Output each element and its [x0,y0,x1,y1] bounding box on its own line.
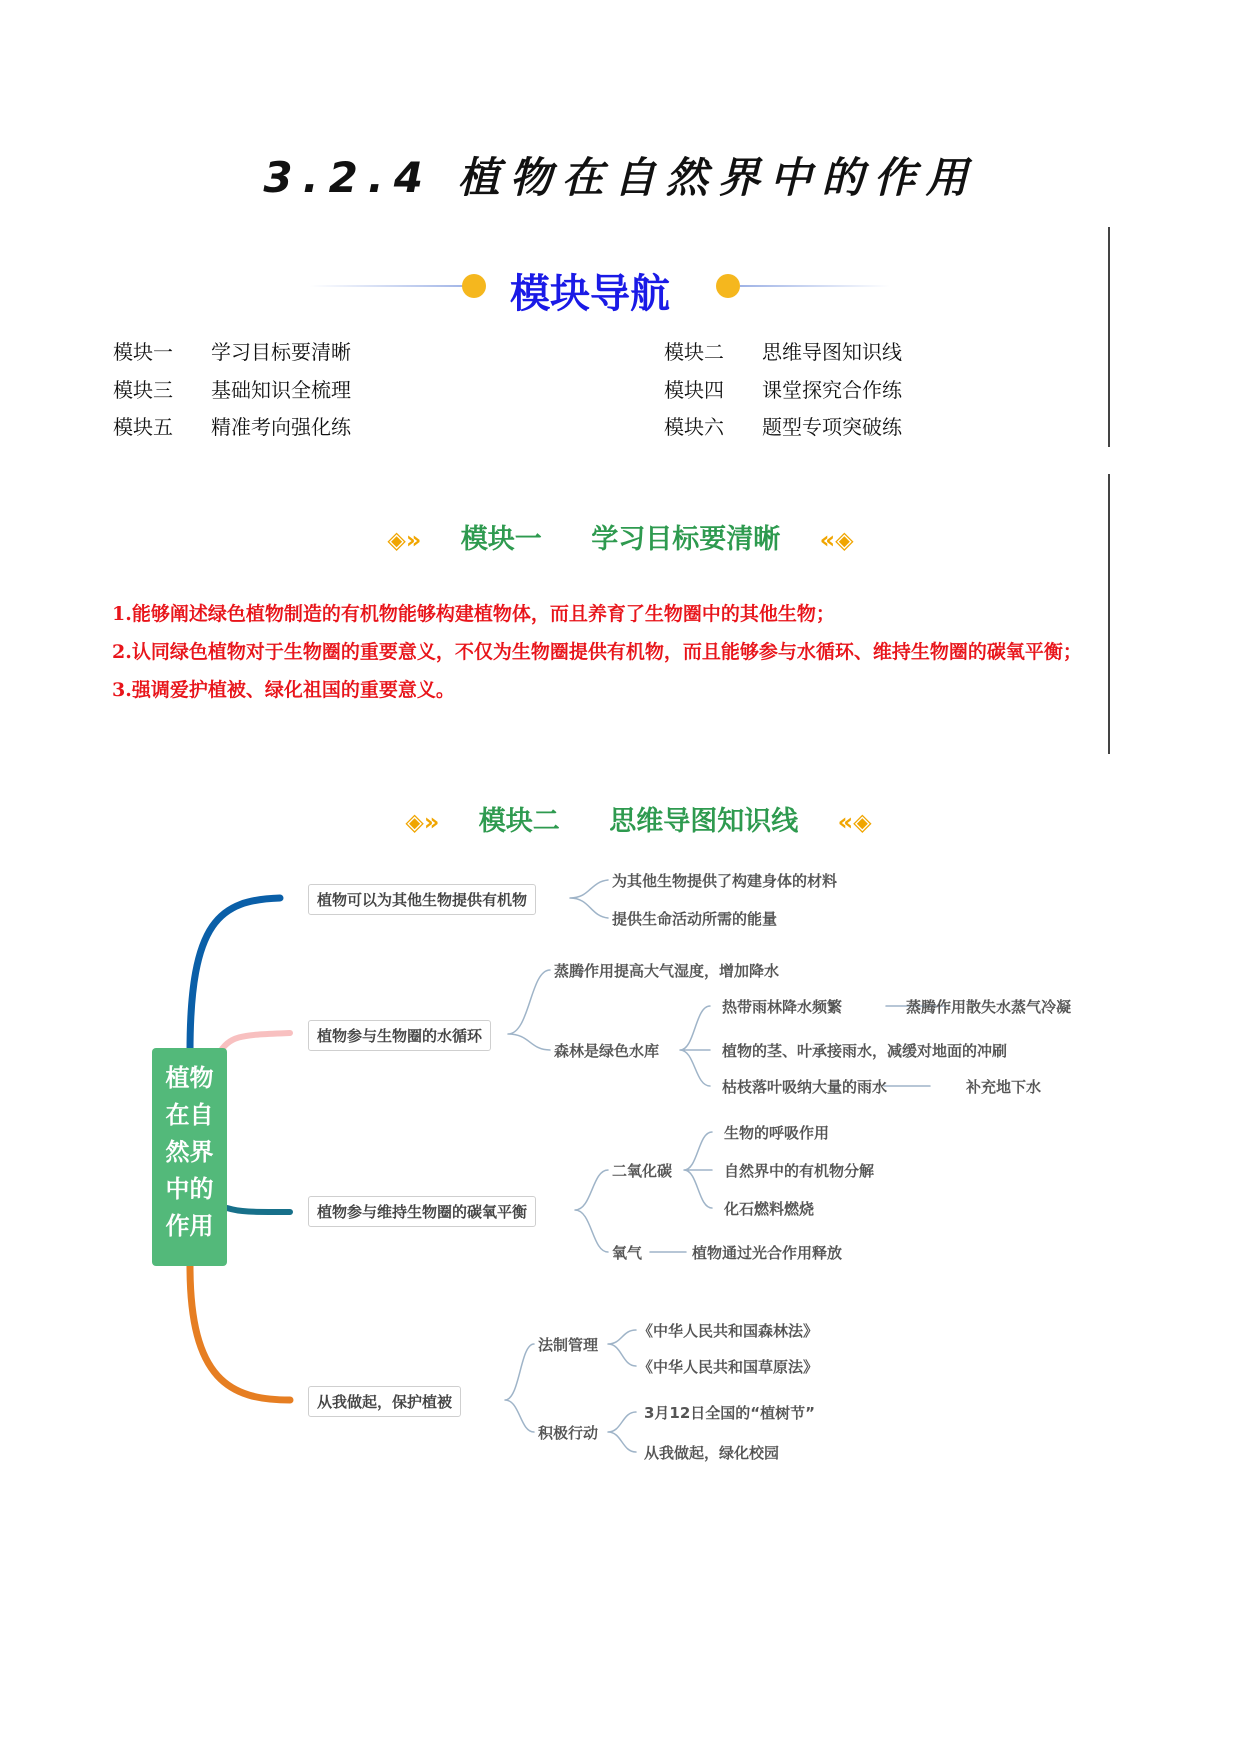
diamond-arrow-icon: «◈ [819,526,854,554]
divider [310,285,470,287]
branch-node: 植物参与生物圈的水循环 [308,1020,491,1051]
connector [505,1344,534,1432]
leaf-node: 《中华人民共和国草原法》 [638,1358,819,1376]
leaf-node: 从我做起，绿化校园 [644,1444,780,1462]
leaf-node: 森林是绿色水库 [554,1042,660,1060]
leaf-node: 植物的茎、叶承接雨水，减缓对地面的冲刷 [722,1042,1008,1060]
leaf-node: 热带雨林降水频繁 [722,998,843,1016]
leaf-node: 补充地下水 [966,1078,1042,1096]
connector [684,1132,712,1208]
connector [680,1006,710,1086]
branch-1-connector [190,898,280,1052]
leaf-node: 枯枝落叶吸纳大量的雨水 [722,1078,888,1096]
leaf-node: 提供生命活动所需的能量 [612,910,778,928]
leaf-node: 二氧化碳 [612,1162,673,1180]
nav-title: 模块导航 [510,271,670,317]
connector [608,1412,636,1452]
nav-item[interactable]: 模块四 课堂探究合作练 [664,378,902,402]
branch-4-connector [190,1266,290,1400]
nav-item[interactable]: 模块六 题型专项突破练 [664,415,902,439]
leaf-node: 《中华人民共和国森林法》 [638,1322,819,1340]
page-title: 3.2.4 植物在自然界中的作用 [263,153,978,202]
branch-node: 植物可以为其他生物提供有机物 [308,884,536,915]
leaf-node: 自然界中的有机物分解 [724,1162,875,1180]
bullet-dot-icon [716,274,740,298]
connector [570,880,608,918]
bullet-dot-icon [462,274,486,298]
goal-list [112,595,1122,709]
diamond-arrow-icon: «◈ [837,808,872,836]
module1-heading: ◈» 模块一 学习目标要清晰 «◈ [387,524,854,555]
branch-node: 植物参与维持生物圈的碳氧平衡 [308,1196,536,1227]
connector [608,1330,636,1366]
leaf-node: 蒸腾作用散失水蒸气冷凝 [906,998,1072,1016]
mind-map-root: 植物 在自 然界 中的 作用 [152,1048,227,1266]
leaf-node: 生物的呼吸作用 [724,1124,830,1142]
nav-item[interactable]: 模块二 思维导图知识线 [664,340,902,364]
leaf-node: 化石燃料燃烧 [724,1200,815,1218]
leaf-node: 植物通过光合作用释放 [692,1244,843,1262]
connector [508,970,550,1050]
branch-2-connector [218,1033,290,1055]
leaf-node: 积极行动 [538,1424,599,1442]
goal-item: 1.能够阐述绿色植物制造的有机物能够构建植物体，而且养育了生物圈中的其他生物； [112,603,835,625]
nav-item[interactable]: 模块五 精准考向强化练 [113,415,351,439]
goal-item: 3.强调爱护植被、绿化祖国的重要意义。 [112,679,455,701]
mind-map [130,840,1130,1480]
nav-heading [0,252,1241,317]
branch-node: 从我做起，保护植被 [308,1386,461,1417]
module2-heading: ◈» 模块二 思维导图知识线 «◈ [405,806,872,837]
goal-item: 2.认同绿色植物对于生物圈的重要意义，不仅为生物圈提供有机物，而且能够参与水循环、维持生物圈的碳氧平衡； [112,641,1082,663]
connector [575,1170,608,1252]
leaf-node: 氧气 [612,1244,643,1262]
divider [740,285,890,287]
leaf-node: 蒸腾作用提高大气湿度，增加降水 [554,962,780,980]
diamond-arrow-icon: ◈» [387,526,422,554]
leaf-node: 3月12日全国的“植树节” [644,1404,816,1422]
branch-3-connector [227,1208,290,1212]
leaf-node: 为其他生物提供了构建身体的材料 [612,872,838,890]
leaf-node: 法制管理 [538,1336,599,1354]
nav-item[interactable]: 模块三 基础知识全梳理 [113,378,351,402]
diamond-arrow-icon: ◈» [405,808,440,836]
nav-item[interactable]: 模块一 学习目标要清晰 [113,340,351,364]
